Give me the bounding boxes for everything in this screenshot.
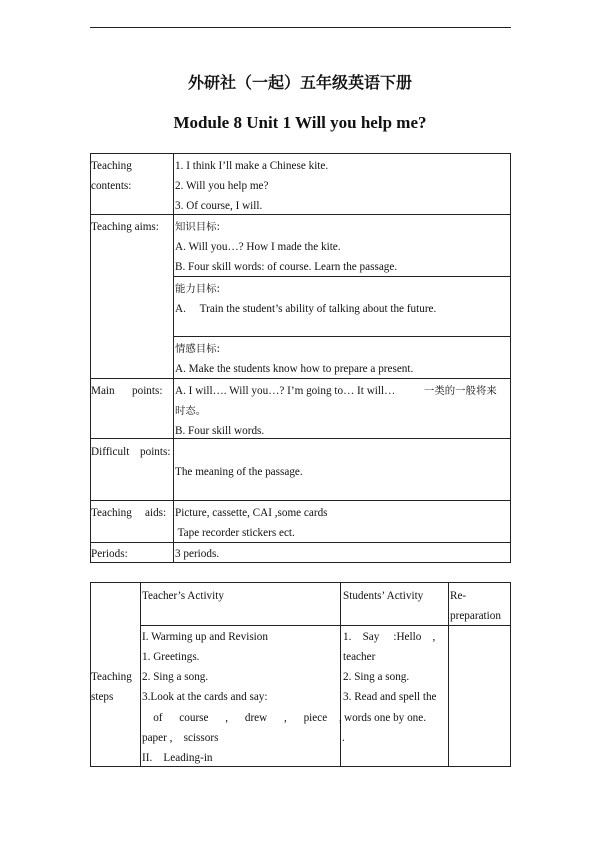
- periods-value: 3 periods.: [175, 548, 220, 560]
- table-border: [90, 214, 511, 215]
- aids-line: Tape recorder stickers ect.: [175, 527, 295, 539]
- content-line: 1. I think I’ll make a Chinese kite.: [175, 160, 329, 172]
- student-activity-line: 3. Read and spell the: [343, 691, 437, 703]
- student-activity-line: words one by one.: [344, 712, 427, 724]
- table-border: [90, 438, 511, 439]
- periods-label: Periods:: [91, 548, 128, 560]
- teaching-aims-label: Teaching aims:: [91, 221, 159, 233]
- emotion-aims-heading: 情感目标:: [175, 343, 221, 355]
- aim-line: A. Train the student’s ability of talking about the future.: [175, 303, 437, 315]
- table-border: [448, 582, 449, 766]
- table-border: [90, 153, 511, 154]
- table-border: [510, 582, 511, 766]
- difficult-points-label: points:: [140, 446, 171, 458]
- difficult-point-text: The meaning of the passage.: [175, 466, 303, 478]
- student-activity-comma: ,: [339, 712, 342, 724]
- teacher-activity-line: of course , drew , piece: [142, 712, 328, 724]
- student-activity-line: 1. Say :Hello ,: [343, 631, 436, 643]
- student-activity-line: 2. Sing a song.: [343, 671, 410, 683]
- table-border: [90, 378, 511, 379]
- table-border: [90, 766, 511, 767]
- table-border: [90, 500, 511, 501]
- students-activity-header: Students’ Activity: [343, 590, 424, 602]
- re-preparation-header: preparation: [450, 610, 501, 622]
- main-point-line: 时态。: [175, 405, 207, 417]
- table-border: [140, 625, 511, 626]
- table-border: [140, 582, 141, 766]
- teacher-activity-line: I. Warming up and Revision: [142, 631, 268, 643]
- page-title-chinese: 外研社（一起）五年级英语下册: [187, 73, 412, 92]
- table-border: [173, 153, 174, 562]
- main-point-line: A. I will…. Will you…? I’m going to… It will…: [175, 385, 396, 397]
- table-border: [90, 153, 91, 562]
- aim-line: B. Four skill words: of course. Learn the passage.: [175, 261, 398, 273]
- teaching-aids-label: aids:: [145, 507, 167, 519]
- table-border: [173, 336, 511, 337]
- main-point-line: 一类的一般将来: [424, 385, 497, 397]
- teaching-aids-label: Teaching: [91, 507, 132, 519]
- content-line: 3. Of course, I will.: [175, 200, 263, 212]
- main-point-line: B. Four skill words.: [175, 425, 265, 437]
- difficult-points-label: Difficult: [91, 446, 130, 458]
- teacher-activity-line: II. Leading-in: [142, 752, 213, 764]
- table-border: [90, 562, 511, 563]
- teacher-activity-line: 2. Sing a song.: [142, 671, 209, 683]
- top-rule: [90, 27, 511, 28]
- table-border: [173, 276, 511, 277]
- teacher-activity-line: 3.Look at the cards and say:: [142, 691, 268, 703]
- teacher-activity-line: paper , scissors: [142, 732, 219, 744]
- re-preparation-header: Re-: [450, 590, 467, 602]
- aim-line: A. Will you…? How I made the kite.: [175, 241, 341, 253]
- table-border: [90, 542, 511, 543]
- student-activity-line: .: [342, 732, 345, 744]
- table-border: [340, 582, 341, 766]
- knowledge-aims-heading: 知识目标:: [175, 221, 221, 233]
- aim-line: A. Make the students know how to prepare a present.: [175, 363, 414, 375]
- main-points-label: Main: [91, 385, 115, 397]
- teacher-activity-header: Teacher’s Activity: [142, 590, 224, 602]
- main-points-label: points:: [132, 385, 163, 397]
- teacher-activity-line: 1. Greetings.: [142, 651, 200, 663]
- teaching-steps-label: steps: [91, 691, 114, 703]
- teaching-contents-label: Teaching: [91, 160, 132, 172]
- table-border: [510, 153, 511, 562]
- page-title: Module 8 Unit 1 Will you help me?: [173, 113, 427, 132]
- content-line: 2. Will you help me?: [175, 180, 269, 192]
- student-activity-line: teacher: [343, 651, 376, 663]
- aids-line: Picture, cassette, CAI ,some cards: [175, 507, 328, 519]
- teaching-steps-label: Teaching: [91, 671, 132, 683]
- teaching-contents-label: contents:: [91, 180, 132, 192]
- ability-aims-heading: 能力目标:: [175, 283, 221, 295]
